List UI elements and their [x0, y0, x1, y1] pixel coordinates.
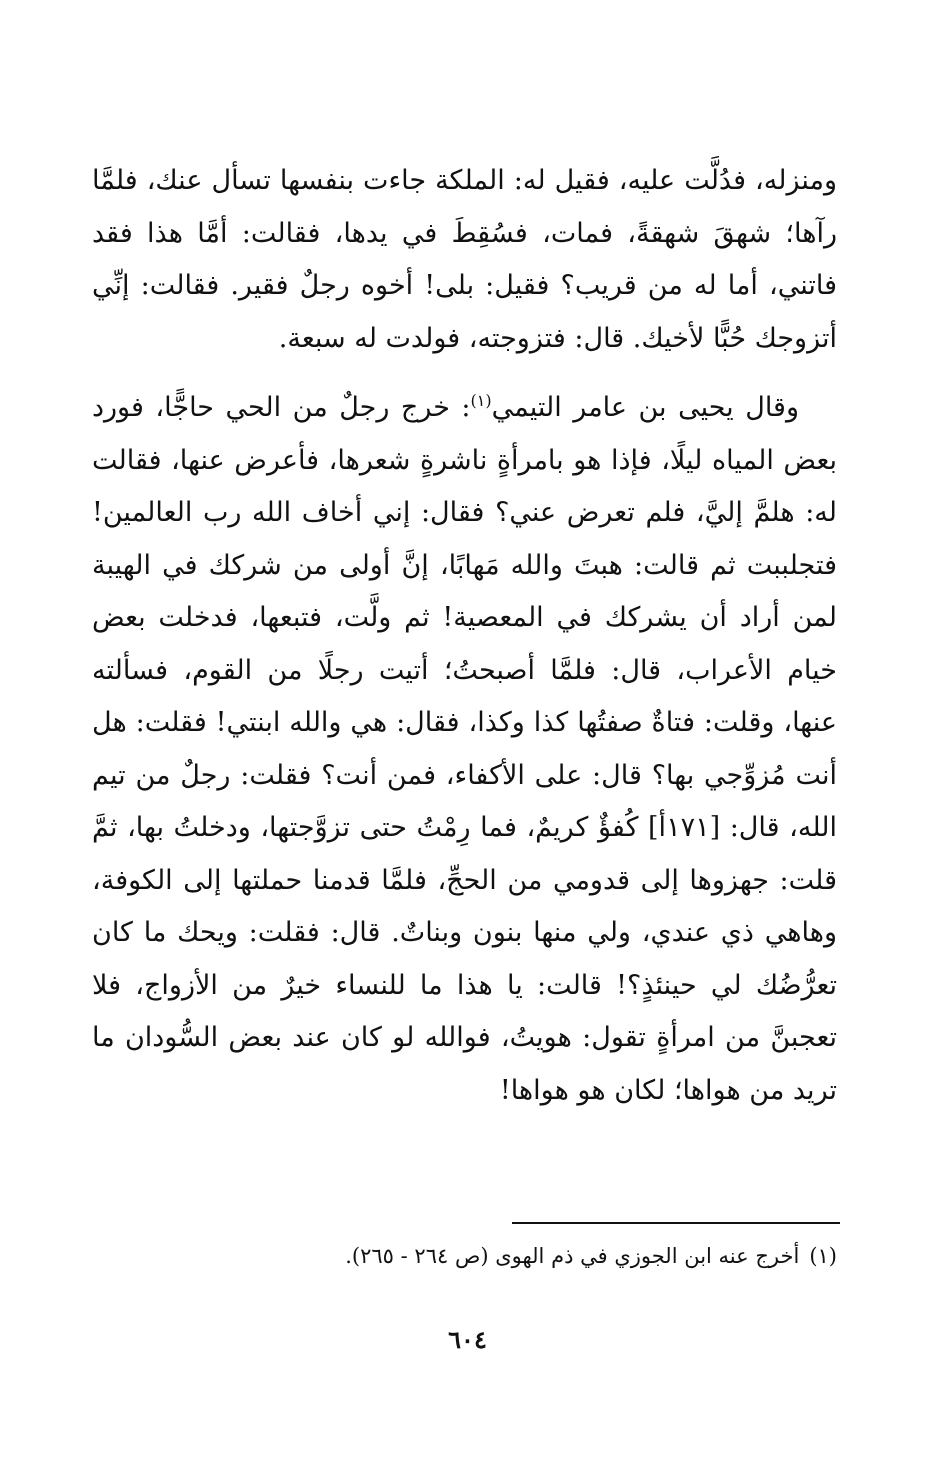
footnote-reference: (١) — [470, 391, 492, 410]
paragraph-1 — [92, 155, 837, 365]
footnote-number: (١) — [809, 1244, 837, 1268]
body-text — [92, 155, 837, 1117]
paragraph-2-lead: وقال يحيى بن عامر التيمي — [491, 392, 799, 423]
paragraph-2 — [92, 382, 837, 1117]
paragraph-2-text: : خرج رجلٌ من الحي حاجًّا، فورد بعض المياه ليلًا، فإذا هو بامرأةٍ ناشرةٍ شعرها، فأعرض عنها، فقالت له: هلمَّ إليَّ، فلم تعرض عني؟ فقال: إني أخاف الله رب العالمين! فتجلببت ثم قالت: هبتَ والله مَهابًا، إنَّ أولى من شركك في الهيبة لمن أراد أن يشركك في المعصية! ثم ولَّت، فتبعها، فدخلت بعض خيام الأعراب، قال: فلمَّا أصبحتُ؛ أتيت رجلًا من القوم، فسألته عنها، وقلت: فتاةٌ صفتُها كذا وكذا، فقال: هي والله ابنتي! فقلت: هل أنت مُزوِّجي بها؟ قال: على الأكفاء، فمن أنت؟ فقلت: رجلٌ من تيم الله، قال: [١٧١أ] كُفؤٌ كريمٌ، فما رِمْتُ حتى تزوَّجتها، ودخلتُ بها، ثمَّ قلت: جهزوها إلى قدومي من الحجِّ، فلمَّا قدمنا حملتها إلى الكوفة، وهاهي ذي عندي، ولي منها بنون وبناتٌ. قال: فقلت: ويحك ما كان تعرُّضُك لي حينئذٍ؟! قالت: يا هذا ما للنساء خيرٌ من الأزواج، فلا تعجبنَّ من امرأةٍ تقول: هويتُ، فوالله لو كان عند بعض السُّودان ما تريد من هواها؛ لكان هو هواها! — [92, 392, 837, 1106]
footnote-divider — [512, 1222, 840, 1224]
footnote — [92, 1240, 837, 1272]
footnote-text: أخرج عنه ابن الجوزي في ذم الهوى (ص ٢٦٤ - ٢٦٥). — [345, 1244, 800, 1268]
page-number: ٦٠٤ — [448, 1325, 487, 1354]
paragraph-1-text: ومنزله، فدُلَّت عليه، فقيل له: الملكة جاءت بنفسها تسأل عنك، فلمَّا رآها؛ شهقَ شهقةً، فمات، فسُقِطَ في يدها، فقالت: أمَّا هذا فقد فاتني، أما له من قريب؟ فقيل: بلى! أخوه رجلٌ فقير. فقالت: إنِّي أتزوجك حُبًّا لأخيك. قال: فتزوجته، فولدت له سبعة. — [92, 165, 837, 354]
